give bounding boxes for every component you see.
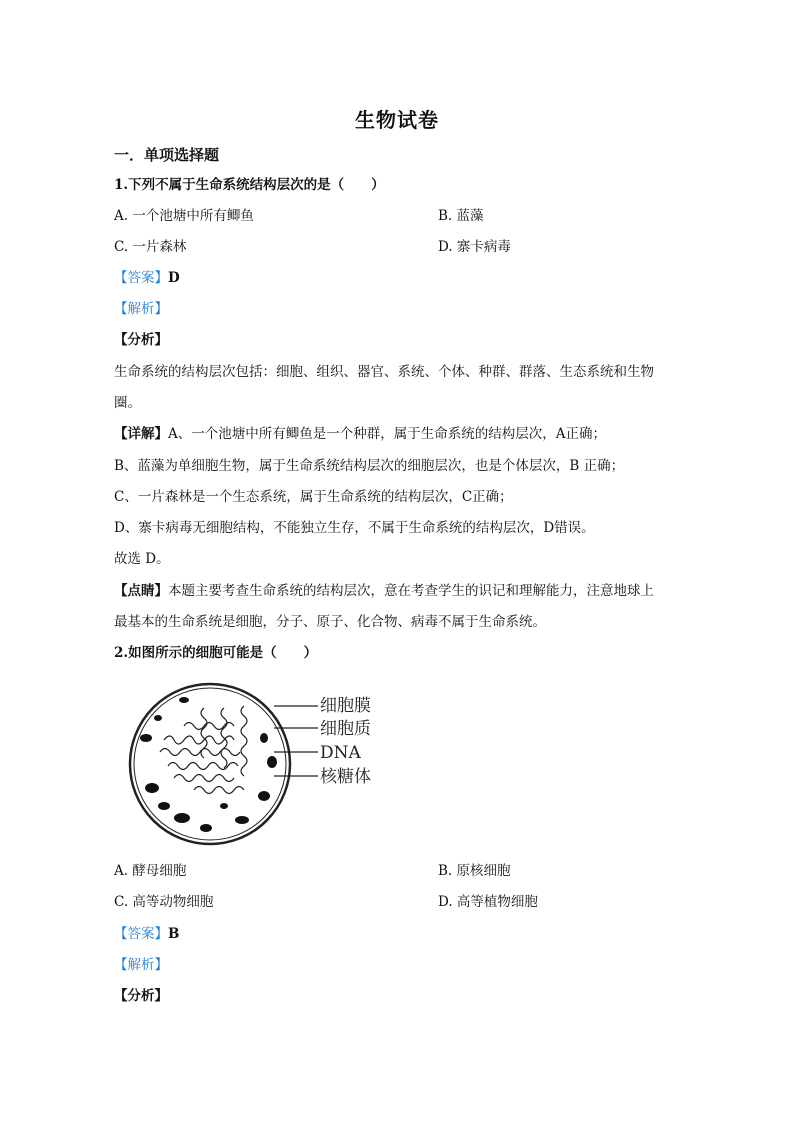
question-1-stem: 1.下列不属于生命系统结构层次的是（ ） [114,177,385,193]
dna-coil [160,706,247,794]
q1-option-b: B. 蓝藻 [438,208,484,224]
dianjing-tag: 【点睛】 [114,583,168,599]
q1-xiangjie-b: B、蓝藻为单细胞生物，属于生命系统结构层次的细胞层次，也是个体层次，B 正确； [114,458,625,474]
q1-fenxi-line-1: 生命系统的结构层次包括：细胞、组织、器官、系统、个体、种群、群落、生态系统和生物 [114,364,654,380]
label-pointers [274,706,318,776]
section-heading: 一．单项选择题 [114,146,220,164]
label-cytoplasm: 细胞质 [320,719,371,739]
label-cell-membrane: 细胞膜 [320,696,371,716]
q1-xiangjie-a [114,424,606,444]
q1-dianjing-1 [114,581,654,601]
prokaryote-cell-figure [124,678,394,850]
q2-option-b: B. 原核细胞 [438,863,511,879]
dianjing-text: 本题主要考查生命系统的结构层次，意在考查学生的识记和理解能力，注意地球上 [168,583,654,599]
q1-fenxi-tag: 【分析】 [114,332,168,348]
q1-option-a: A. 一个池塘中所有鲫鱼 [114,208,254,224]
q2-fenxi-tag: 【分析】 [114,988,168,1004]
answer-value: D [168,270,180,286]
q1-dianjing-2: 最基本的生命系统是细胞，分子、原子、化合物、病毒不属于生命系统。 [114,614,546,630]
xiangjie-tag: 【详解】 [114,426,168,442]
q2-option-c: C. 高等动物细胞 [114,894,214,910]
question-2-stem: 2.如图所示的细胞可能是（ ） [114,645,318,661]
q2-option-d: D. 高等植物细胞 [438,894,538,910]
q1-fenxi-line-2: 圈。 [114,395,141,411]
q1-conclusion: 故选 D。 [114,551,170,567]
answer-value: B [168,926,180,942]
q1-xiangjie-c: C、一片森林是一个生态系统，属于生命系统的结构层次，C正确； [114,489,513,505]
label-ribosome: 核糖体 [320,767,371,787]
answer-tag: 【答案】 [114,926,168,942]
q2-answer [114,924,179,944]
q1-option-c: C. 一片森林 [114,239,187,255]
xiangjie-a-text: A、一个池塘中所有鲫鱼是一个种群，属于生命系统的结构层次，A正确； [168,426,606,442]
q1-xiangjie-d: D、寨卡病毒无细胞结构，不能独立生存，不属于生命系统的结构层次，D错误。 [114,520,595,536]
page-title: 生物试卷 [355,108,439,132]
q2-option-a: A. 酵母细胞 [114,863,187,879]
answer-tag: 【答案】 [114,270,168,286]
q1-option-d: D. 寨卡病毒 [438,239,511,255]
q1-answer [114,268,180,288]
q2-jiexi-tag: 【解析】 [114,957,168,973]
label-dna: DNA [320,743,361,763]
q1-jiexi-tag: 【解析】 [114,301,168,317]
